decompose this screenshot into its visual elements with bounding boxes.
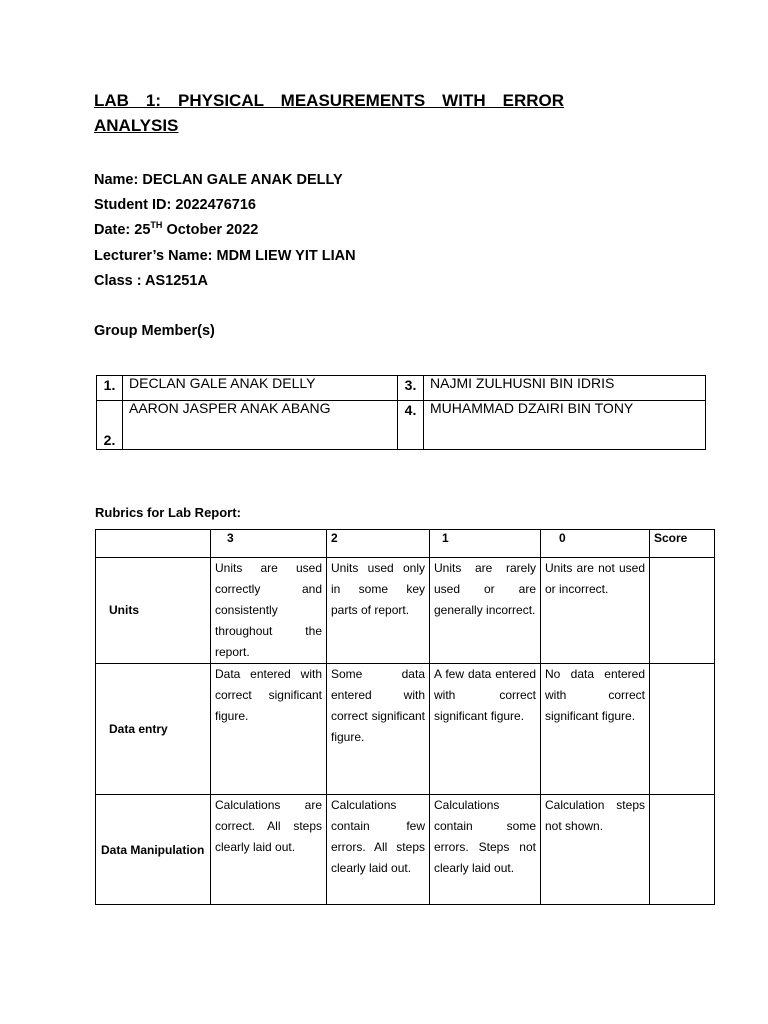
rubric-row-units	[96, 558, 715, 664]
date-prefix: Date: 25	[94, 222, 151, 238]
student-id: Student ID: 2022476716	[94, 197, 256, 213]
rubric-score-cell	[650, 664, 715, 795]
group-members-heading: Group Member(s)	[94, 323, 215, 339]
date-superscript: TH	[150, 220, 163, 231]
member-name: DECLAN GALE ANAK DELLY	[123, 376, 398, 401]
rubric-score-cell	[650, 795, 715, 905]
rubric-criterion: Data Manipulation	[96, 795, 211, 905]
rubric-row-data-entry	[96, 664, 715, 795]
member-number: 3.	[398, 376, 424, 401]
rubric-header-3: 3	[211, 530, 327, 558]
rubric-cell: Calculations contain few errors. All steps clearly laid out.	[327, 795, 430, 905]
date-suffix: October 2022	[162, 222, 259, 238]
rubric-cell: Data entered with correct significant figure.	[211, 664, 327, 795]
rubric-header-score: Score	[650, 530, 715, 558]
rubric-cell: A few data entered with correct significant figure.	[430, 664, 541, 795]
rubric-header-0: 0	[541, 530, 650, 558]
rubric-cell: Calculations are correct. All steps clearly laid out.	[211, 795, 327, 905]
student-name: Name: DECLAN GALE ANAK DELLY	[94, 172, 343, 188]
rubric-cell: Units are not used or incorrect.	[541, 558, 650, 664]
rubric-cell: Calculations contain some errors. Steps not clearly laid out.	[430, 795, 541, 905]
rubric-cell: Some data entered with correct significant figure.	[327, 664, 430, 795]
rubric-score-cell	[650, 558, 715, 664]
rubric-cell: Units used only in some key parts of report.	[327, 558, 430, 664]
member-number: 4.	[398, 401, 424, 450]
rubric-heading: Rubrics for Lab Report:	[95, 505, 241, 520]
rubric-cell: Calculation steps not shown.	[541, 795, 650, 905]
class-code: Class : AS1251A	[94, 273, 208, 289]
rubric-criterion: Units	[96, 558, 211, 664]
members-row	[97, 376, 706, 401]
report-title-line-2: ANALYSIS	[94, 116, 179, 135]
member-number: 2.	[97, 401, 123, 450]
members-row	[97, 401, 706, 450]
lecturer-name: Lecturer’s Name: MDM LIEW YIT LIAN	[94, 248, 356, 264]
member-name: NAJMI ZULHUSNI BIN IDRIS	[424, 376, 706, 401]
group-members-table	[96, 375, 706, 450]
rubric-cell: Units are used correctly and consistently throughout the report.	[211, 558, 327, 664]
rubric-cell: Units are rarely used or are generally incorrect.	[430, 558, 541, 664]
report-title-line-1: LAB 1: PHYSICAL MEASUREMENTS WITH ERROR	[94, 91, 564, 110]
rubric-cell: No data entered with correct significant figure.	[541, 664, 650, 795]
rubric-header-1: 1	[430, 530, 541, 558]
report-date	[94, 221, 258, 239]
rubric-criterion: Data entry	[96, 664, 211, 795]
rubric-header-blank	[96, 530, 211, 558]
member-name: AARON JASPER ANAK ABANG	[123, 401, 398, 450]
rubric-header-row	[96, 530, 715, 558]
rubric-table	[95, 529, 715, 905]
rubric-header-2: 2	[327, 530, 430, 558]
rubric-row-data-manipulation	[96, 795, 715, 905]
member-name: MUHAMMAD DZAIRI BIN TONY	[424, 401, 706, 450]
member-number: 1.	[97, 376, 123, 401]
